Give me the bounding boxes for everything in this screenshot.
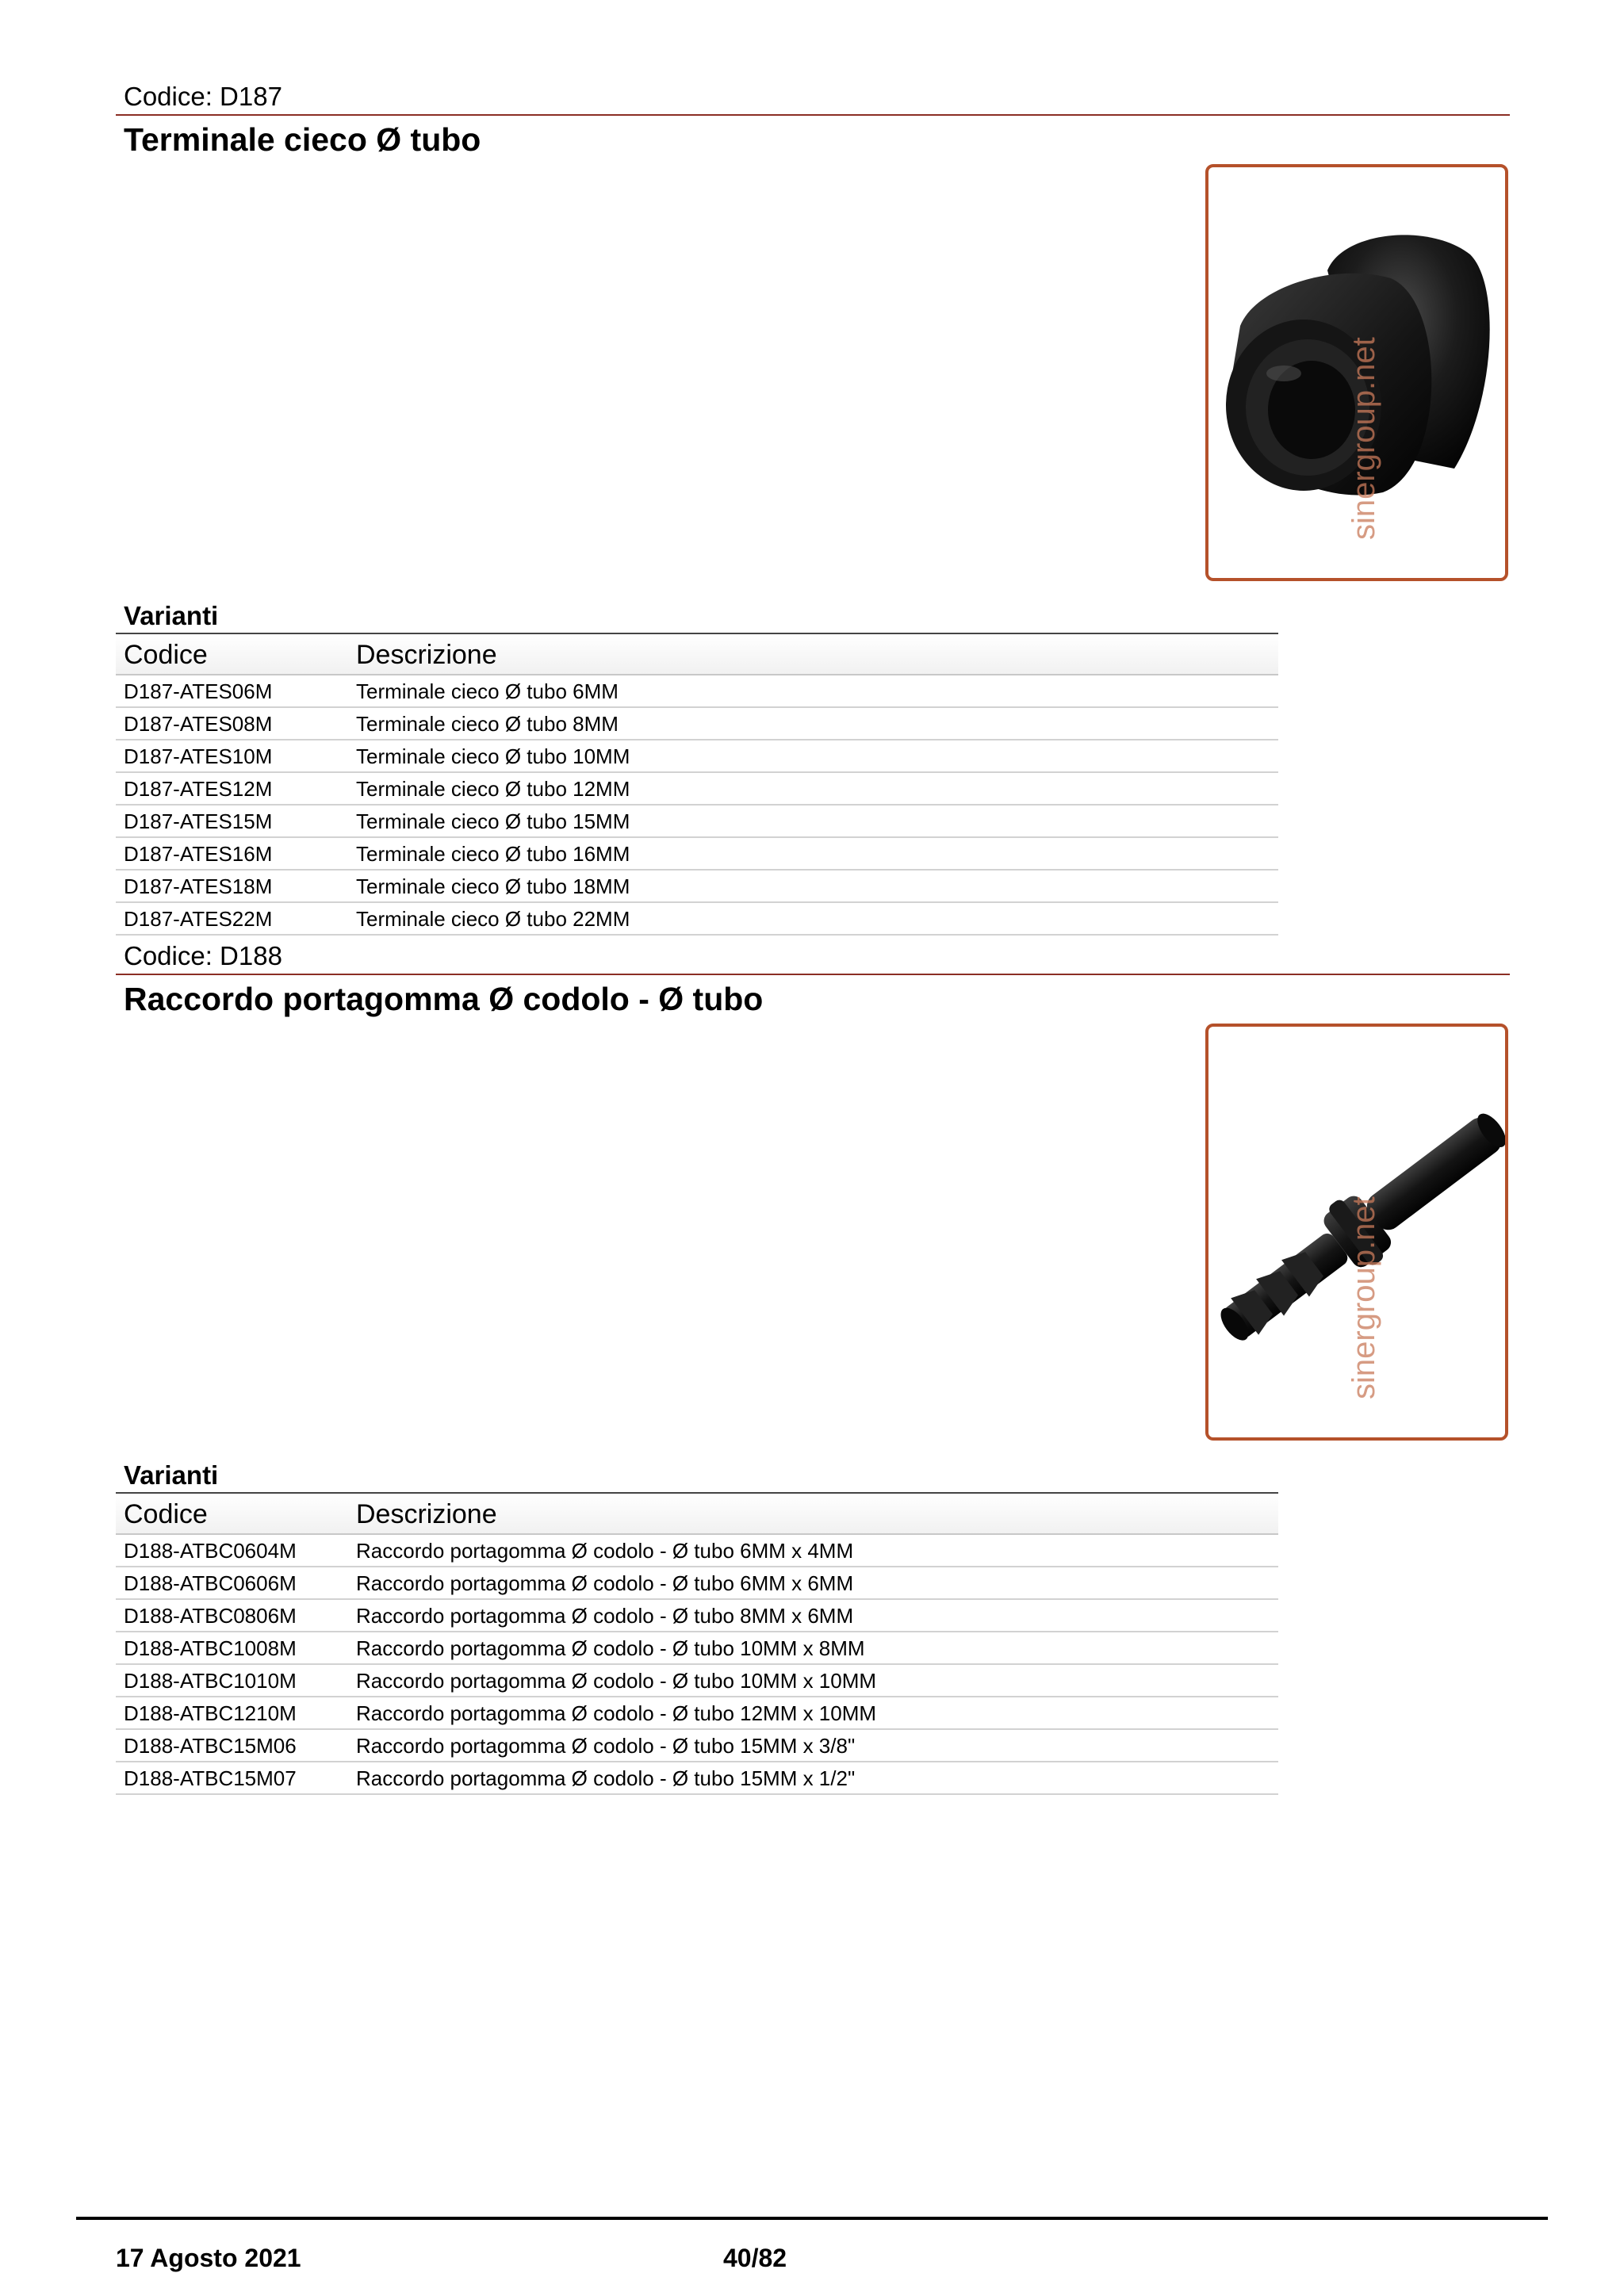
variant-code: D188-ATBC1210M — [124, 1701, 297, 1725]
table-row — [116, 806, 1278, 838]
variant-code: D188-ATBC15M06 — [124, 1734, 297, 1758]
table-row — [116, 1762, 1278, 1795]
table-header — [116, 633, 1278, 675]
variant-description: Terminale cieco Ø tubo 12MM — [356, 777, 630, 801]
column-header-description: Descrizione — [356, 1499, 497, 1529]
variant-description: Terminale cieco Ø tubo 15MM — [356, 809, 630, 833]
variants-heading-d188: Varianti — [124, 1460, 219, 1490]
variant-description: Raccordo portagomma Ø codolo - Ø tubo 12MM x 10MM — [356, 1701, 877, 1725]
variant-description: Terminale cieco Ø tubo 16MM — [356, 842, 630, 866]
table-row — [116, 1730, 1278, 1762]
table-row — [116, 903, 1278, 936]
variant-code: D187-ATES22M — [124, 907, 273, 931]
table-row — [116, 871, 1278, 903]
watermark: sinergroup.net — [1346, 337, 1381, 540]
variant-code: D187-ATES06M — [124, 679, 273, 703]
table-row — [116, 1697, 1278, 1730]
variant-code: D188-ATBC0604M — [124, 1539, 297, 1563]
variant-code: D187-ATES08M — [124, 712, 273, 736]
variant-description: Terminale cieco Ø tubo 18MM — [356, 874, 630, 898]
variant-code: D187-ATES10M — [124, 744, 273, 768]
table-row — [116, 675, 1278, 708]
table-row — [116, 1567, 1278, 1600]
variant-description: Terminale cieco Ø tubo 22MM — [356, 907, 630, 931]
table-row — [116, 1632, 1278, 1665]
product-code-d187: Codice: D187 — [124, 82, 282, 111]
section-rule — [116, 974, 1510, 975]
variant-description: Raccordo portagomma Ø codolo - Ø tubo 6MM x 4MM — [356, 1539, 854, 1563]
section-rule — [116, 114, 1510, 116]
variant-description: Raccordo portagomma Ø codolo - Ø tubo 15MM x 3/8" — [356, 1734, 856, 1758]
footer-rule — [76, 2217, 1548, 2220]
column-header-description: Descrizione — [356, 640, 497, 670]
variant-description: Terminale cieco Ø tubo 6MM — [356, 679, 619, 703]
variant-code: D188-ATBC1008M — [124, 1636, 297, 1660]
variant-code: D187-ATES12M — [124, 777, 273, 801]
variant-description: Terminale cieco Ø tubo 8MM — [356, 712, 619, 736]
variant-description: Terminale cieco Ø tubo 10MM — [356, 744, 630, 768]
table-row — [116, 1665, 1278, 1697]
table-row — [116, 1600, 1278, 1632]
table-row — [116, 708, 1278, 740]
table-header — [116, 1492, 1278, 1535]
page-number: 40/82 — [723, 2244, 787, 2272]
table-row — [116, 1535, 1278, 1567]
product-image-d188 — [1205, 1024, 1508, 1441]
product-title-d188: Raccordo portagomma Ø codolo - Ø tubo — [124, 981, 764, 1017]
variants-table-d187 — [116, 633, 1278, 936]
variant-description: Raccordo portagomma Ø codolo - Ø tubo 8MM x 6MM — [356, 1604, 854, 1628]
variant-code: D187-ATES15M — [124, 809, 273, 833]
variant-code: D187-ATES18M — [124, 874, 273, 898]
variant-code: D188-ATBC1010M — [124, 1669, 297, 1693]
variant-description: Raccordo portagomma Ø codolo - Ø tubo 6MM x 6MM — [356, 1571, 854, 1595]
variant-description: Raccordo portagomma Ø codolo - Ø tubo 10MM x 8MM — [356, 1636, 865, 1660]
column-header-code: Codice — [124, 1499, 208, 1529]
variant-code: D188-ATBC0606M — [124, 1571, 297, 1595]
variant-description: Raccordo portagomma Ø codolo - Ø tubo 15MM x 1/2" — [356, 1766, 856, 1790]
table-row — [116, 838, 1278, 871]
variant-code: D187-ATES16M — [124, 842, 273, 866]
column-header-code: Codice — [124, 640, 208, 670]
variant-description: Raccordo portagomma Ø codolo - Ø tubo 10MM x 10MM — [356, 1669, 877, 1693]
watermark: sinergroup.net — [1346, 1196, 1381, 1399]
table-row — [116, 773, 1278, 806]
variants-table-d188 — [116, 1492, 1278, 1795]
product-code-d188: Codice: D188 — [124, 941, 282, 970]
variant-code: D188-ATBC15M07 — [124, 1766, 297, 1790]
product-title-d187: Terminale cieco Ø tubo — [124, 121, 481, 158]
product-image-d187 — [1205, 164, 1508, 581]
variant-code: D188-ATBC0806M — [124, 1604, 297, 1628]
footer-date: 17 Agosto 2021 — [116, 2244, 301, 2272]
variants-heading-d187: Varianti — [124, 601, 219, 630]
table-row — [116, 740, 1278, 773]
